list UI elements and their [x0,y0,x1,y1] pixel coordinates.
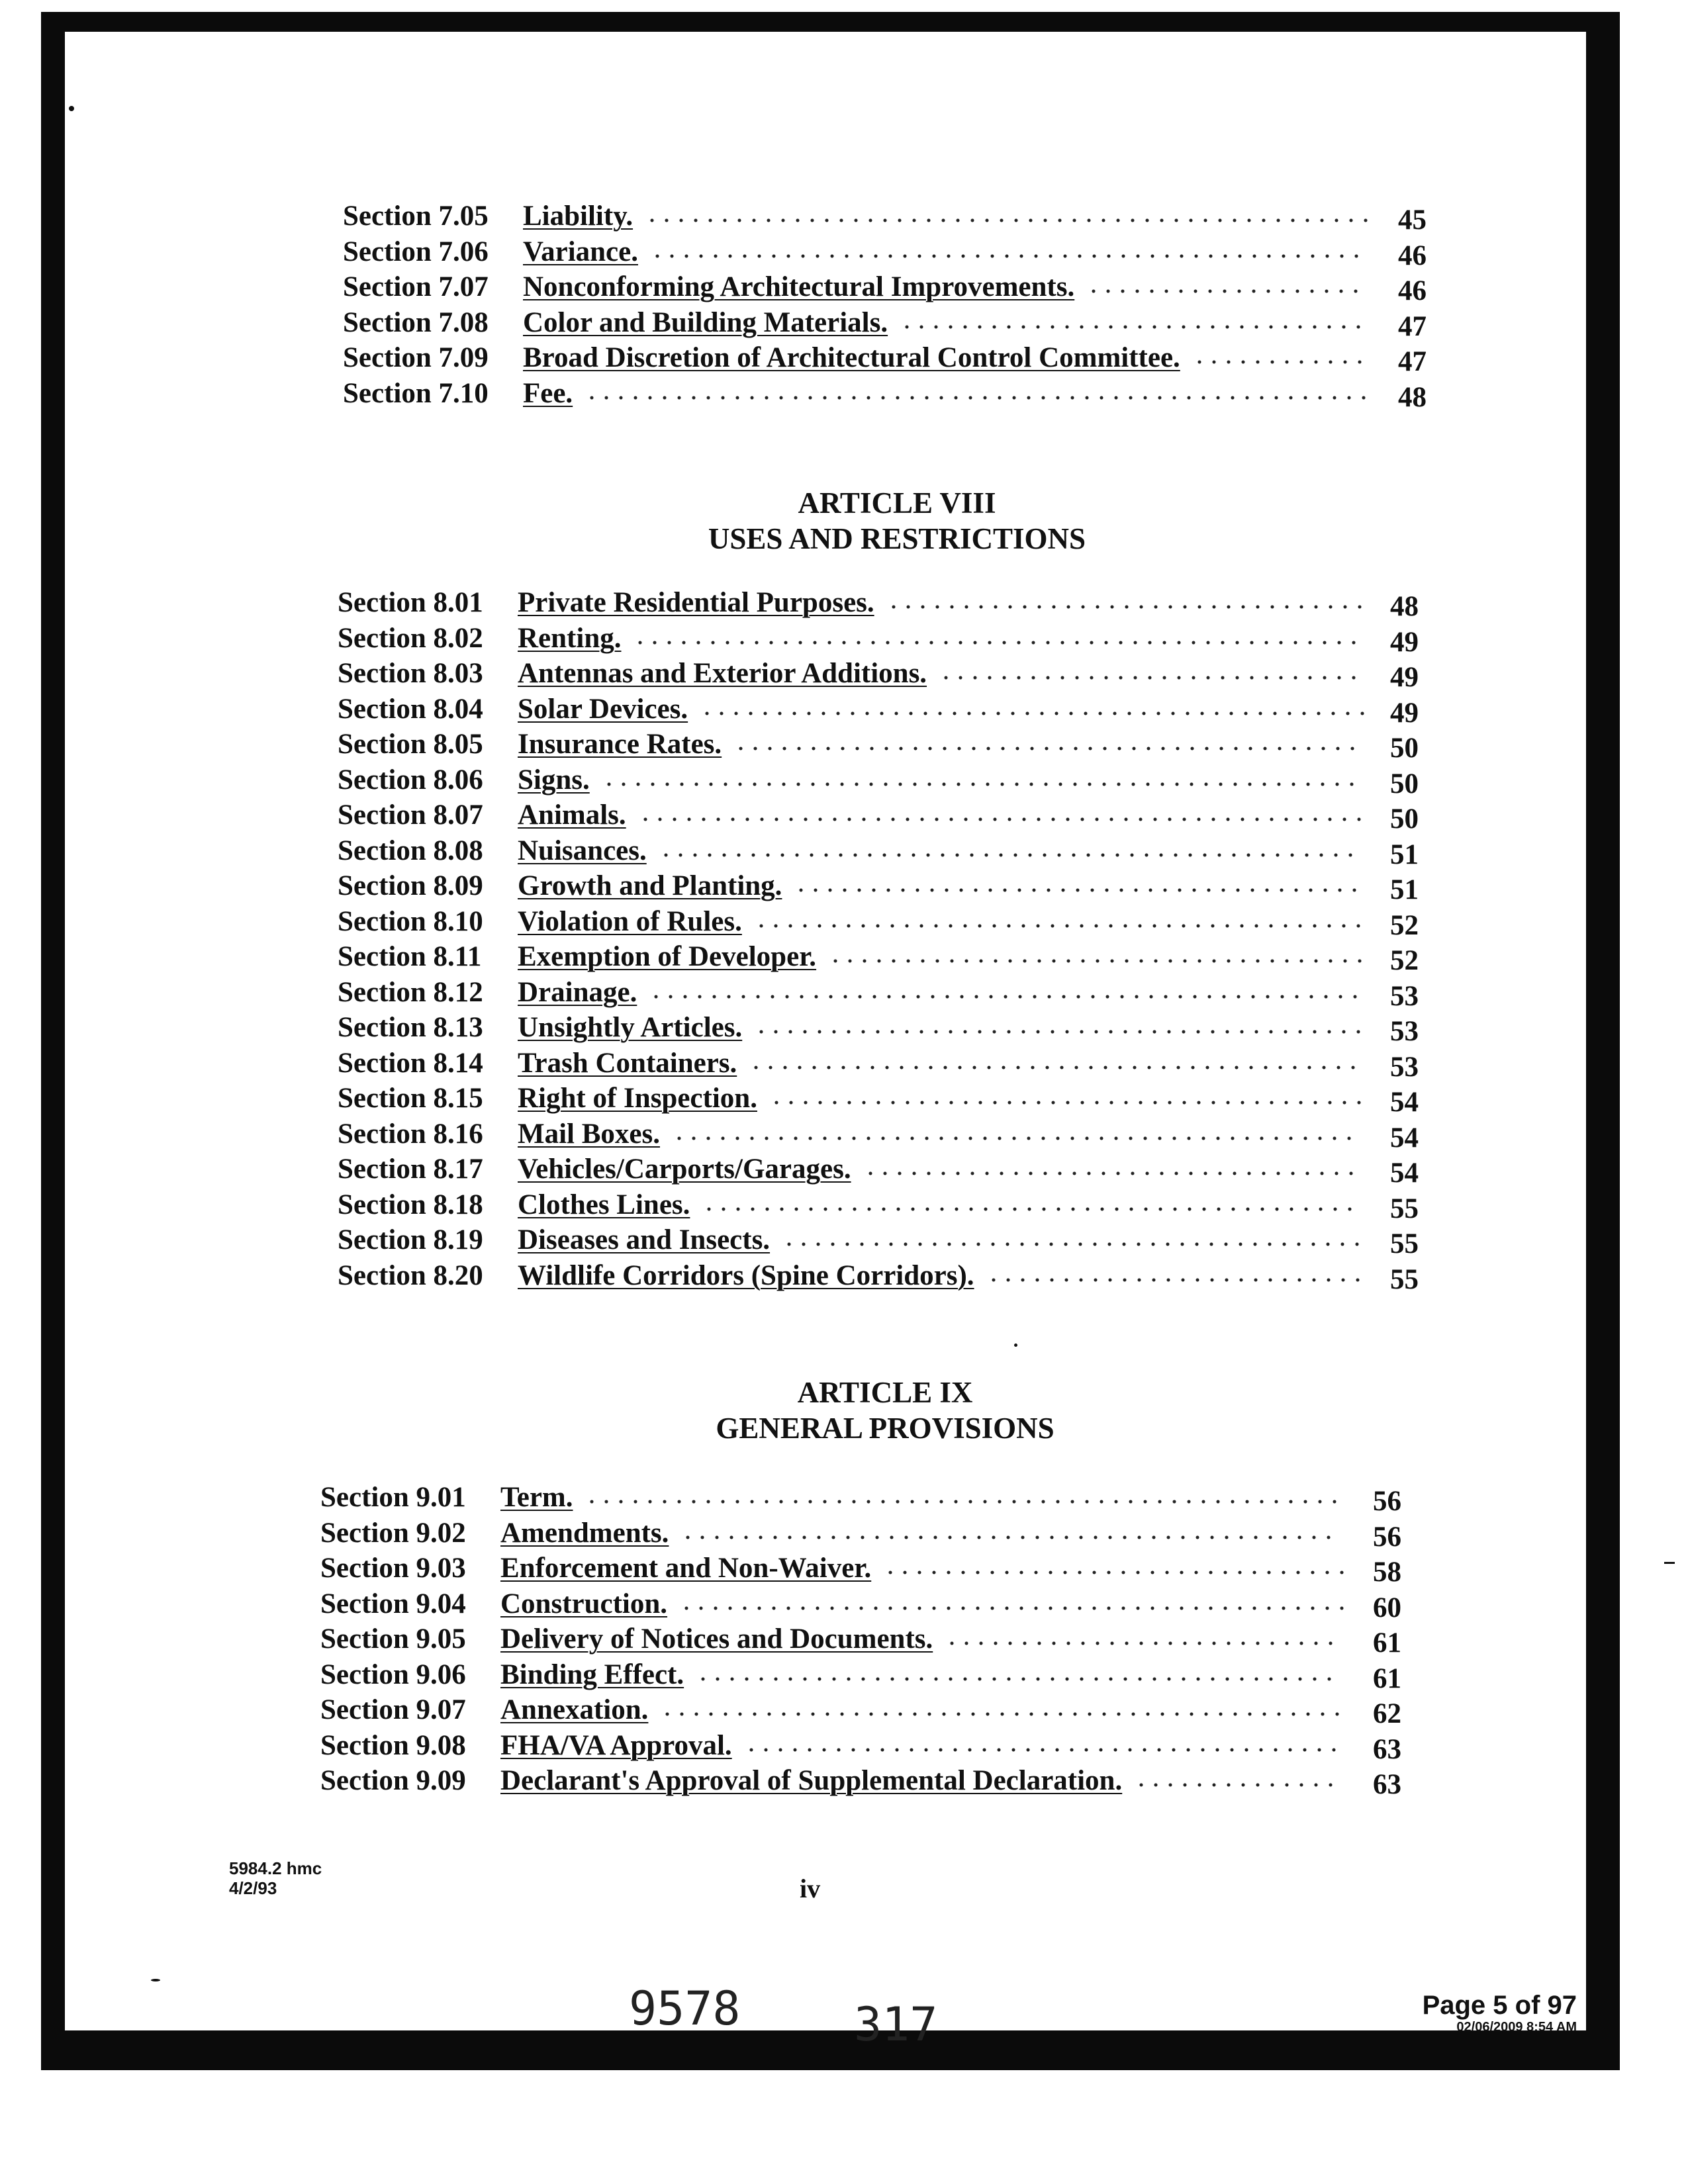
page-number: 56 [1373,1521,1401,1553]
section-number: Section 9.07 [320,1694,466,1725]
section-title: Declarant's Approval of Supplemental Declaration. [500,1765,1123,1796]
section-number: Section 8.08 [338,835,483,866]
dot-leader [744,1748,1341,1752]
section-title: Right of Inspection. [518,1083,757,1114]
section-title: Liability. [523,201,633,232]
section-number: Section 8.12 [338,976,483,1008]
dot-leader [769,1101,1366,1105]
section-title: Term. [500,1482,573,1513]
section-title: Annexation. [500,1694,649,1725]
section-number: Section 8.10 [338,905,483,937]
section-number: Section 8.20 [338,1259,483,1291]
dot-leader [602,782,1359,786]
section-number: Section 8.05 [338,729,483,760]
article-9-heading [41,1375,1688,1446]
scan-speck [151,1979,160,1981]
section-title: Solar Devices. [518,693,688,725]
page-number: 47 [1398,310,1427,342]
section-title: Nonconforming Architectural Improvements. [523,271,1075,302]
page-number: 50 [1390,803,1419,835]
section-title: Insurance Rates. [518,729,722,760]
dot-leader [886,605,1367,609]
section-number: Section 7.08 [343,306,489,338]
page-number: 54 [1390,1122,1419,1154]
section-number: Section 7.06 [343,236,489,267]
section-title: Animals. [518,799,626,831]
section-number: Section 8.01 [338,587,483,618]
dot-leader [986,1278,1365,1282]
page-number: 52 [1390,909,1419,941]
section-title: Construction. [500,1588,668,1619]
document-code-stamp [229,1858,322,1898]
page-number: 52 [1390,945,1419,976]
section-title: Antennas and Exterior Additions. [518,658,927,689]
page-number: 58 [1373,1557,1401,1588]
dot-leader [672,1136,1356,1140]
dot-leader [1134,1783,1338,1787]
page-number: 63 [1373,1769,1401,1800]
page-number: 46 [1398,275,1427,306]
page-number: 48 [1398,381,1427,413]
section-title: Binding Effect. [500,1659,684,1690]
article-8-title: ARTICLE VIII [798,486,996,520]
section-title: Trash Containers. [518,1047,737,1079]
section-number: Section 8.15 [338,1083,483,1114]
section-number: Section 9.08 [320,1729,466,1761]
dot-leader [1192,360,1367,364]
section-number: Section 8.11 [338,941,482,972]
page-number: 61 [1373,1662,1401,1694]
page-number: 54 [1390,1087,1419,1118]
section-number: Section 9.06 [320,1659,466,1690]
section-title: Nuisances. [518,835,647,866]
section-title: Fee. [523,377,573,409]
section-title: Unsightly Articles. [518,1012,743,1043]
page-number: 60 [1373,1592,1401,1623]
dot-leader [733,747,1360,751]
section-number: Section 8.19 [338,1224,483,1255]
roman-page-number: iv [800,1874,821,1903]
section-number: Section 9.02 [320,1517,466,1549]
section-number: Section 8.06 [338,764,483,796]
dot-leader [883,1570,1349,1574]
section-title: Violation of Rules. [518,905,742,937]
section-title: Amendments. [500,1517,669,1549]
page-number: 49 [1390,626,1419,658]
section-title: Private Residential Purposes. [518,587,874,618]
dot-leader [900,325,1366,329]
page-number: 51 [1390,874,1419,905]
section-title: Diseases and Insects. [518,1224,771,1255]
section-title: Growth and Planting. [518,870,782,901]
page-number: 48 [1390,591,1419,622]
section-title: FHA/VA Approval. [500,1729,732,1761]
page-number: 63 [1373,1733,1401,1765]
article-9-subtitle: GENERAL PROVISIONS [716,1412,1055,1445]
section-number: Section 8.02 [338,622,483,654]
section-title: Color and Building Materials. [523,306,888,338]
section-number: Section 7.09 [343,342,489,373]
section-number: Section 9.04 [320,1588,466,1619]
page-number: 53 [1390,1016,1419,1047]
section-number: Section 8.17 [338,1154,483,1185]
page-number: 49 [1390,697,1419,729]
dot-leader [1086,289,1363,293]
dot-leader [649,995,1362,999]
page-number: 61 [1373,1627,1401,1659]
dot-leader [754,1030,1366,1034]
section-number: Section 8.03 [338,658,483,689]
dot-leader [638,817,1366,821]
doc-date: 4/2/93 [229,1878,277,1898]
dot-leader [680,1535,1336,1539]
dot-leader [679,1606,1349,1610]
section-title: Wildlife Corridors (Spine Corridors). [518,1259,974,1291]
section-number: Section 9.09 [320,1765,466,1796]
dot-leader [749,1066,1360,1069]
dot-leader [702,1207,1357,1211]
page-counter [1398,1991,1577,2034]
page-number: 50 [1390,768,1419,799]
page-number: 54 [1390,1158,1419,1189]
handwritten-book-number: 9578 [629,1981,741,2036]
section-title: Clothes Lines. [518,1189,690,1220]
dot-leader [863,1171,1358,1175]
dot-leader [660,1712,1344,1716]
section-number: Section 8.18 [338,1189,483,1220]
page-number: 53 [1390,980,1419,1012]
section-title: Mail Boxes. [518,1118,660,1150]
dot-leader [633,641,1361,645]
section-title: Broad Discretion of Architectural Control Committee. [523,342,1180,373]
section-title: Delivery of Notices and Documents. [500,1623,933,1655]
section-title: Variance. [523,236,638,267]
section-number: Section 9.01 [320,1482,466,1513]
scan-speck [1664,1562,1675,1564]
dot-leader [585,396,1371,400]
section-title: Signs. [518,764,590,796]
section-number: Section 8.13 [338,1012,483,1043]
section-number: Section 7.07 [343,271,489,302]
section-number: Section 7.10 [343,377,489,409]
page-number: 55 [1390,1228,1419,1259]
page-number: 49 [1390,662,1419,693]
dot-leader [794,888,1362,892]
page-number: 47 [1398,346,1427,377]
dot-leader [945,1641,1338,1645]
print-timestamp: 02/06/2009 8:54 AM [1456,2020,1577,2034]
dot-leader [754,924,1366,928]
dot-leader [939,676,1361,680]
section-number: Section 9.05 [320,1623,466,1655]
page-number: 56 [1373,1486,1401,1517]
dot-leader [696,1677,1336,1681]
dot-leader [659,853,1358,857]
dot-leader [700,711,1370,715]
section-number: Section 8.04 [338,693,483,725]
section-title: Drainage. [518,976,637,1008]
page-number: 62 [1373,1698,1401,1729]
section-number: Section 8.16 [338,1118,483,1150]
section-number: Section 7.05 [343,201,489,232]
page-of-label: Page 5 of 97 [1422,1991,1577,2020]
section-number: Section 8.07 [338,799,483,831]
page-number: 46 [1398,240,1427,271]
dot-leader [650,254,1364,258]
article-8-subtitle: USES AND RESTRICTIONS [708,522,1086,555]
section-number: Section 8.09 [338,870,483,901]
section-title: Exemption of Developer. [518,941,817,972]
page-number: 53 [1390,1051,1419,1083]
page-number: 51 [1390,839,1419,870]
dot-leader [645,218,1373,222]
handwritten-page-number: 317 [854,1997,938,2052]
article-8-heading [53,485,1688,557]
section-title: Vehicles/Carports/Garages. [518,1154,851,1185]
dot-leader [782,1242,1364,1246]
scan-speck [1014,1343,1017,1347]
page-number: 55 [1390,1263,1419,1295]
page-number: 45 [1398,205,1427,236]
section-title: Renting. [518,622,622,654]
section-title: Enforcement and Non-Waiver. [500,1553,872,1584]
page-number: 55 [1390,1193,1419,1224]
section-number: Section 9.03 [320,1553,466,1584]
doc-code: 5984.2 hmc [229,1858,322,1878]
page-number: 50 [1390,733,1419,764]
section-number: Section 8.14 [338,1047,483,1079]
dot-leader [585,1500,1342,1504]
article-9-title: ARTICLE IX [797,1376,973,1409]
dot-leader [828,959,1367,963]
scan-speck [69,106,74,111]
